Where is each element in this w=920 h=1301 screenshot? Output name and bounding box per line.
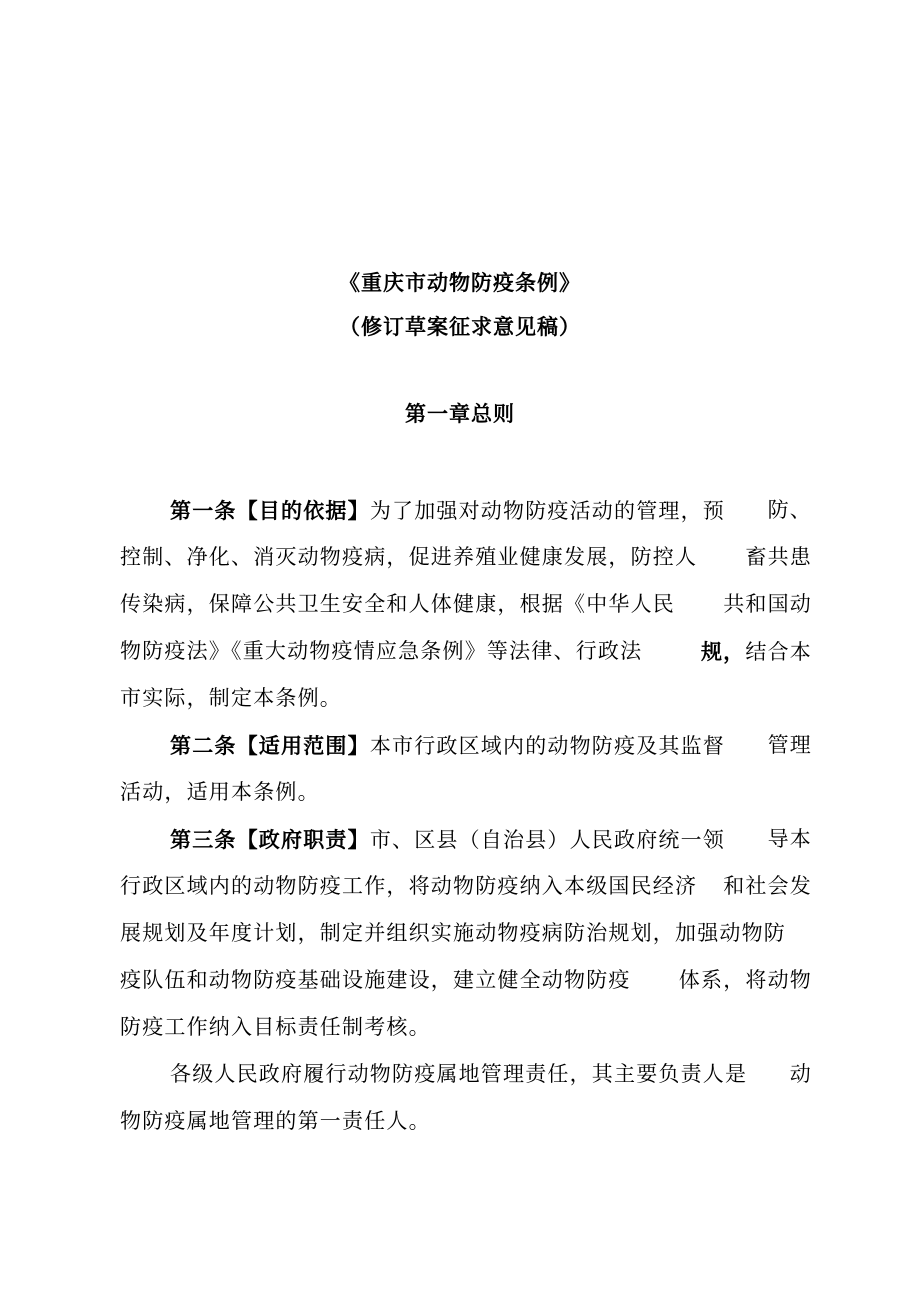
article-3-line-1 (120, 816, 812, 863)
article-1-line-1 (120, 487, 812, 534)
article-3-label: 第三条【政府职责】 (170, 827, 370, 852)
article-2-line-1 (120, 722, 812, 769)
text-segment: 共和国动 (723, 592, 812, 616)
article-2-label: 第二条【适用范围】 (170, 733, 370, 758)
paragraph-line-1 (120, 1051, 812, 1098)
article-1-line-3 (120, 581, 812, 628)
article-3-line-5: 防疫工作纳入目标责任制考核。 (120, 1015, 431, 1039)
text-segment: 本市行政区域内的动物防疫及其监督 (369, 734, 726, 758)
article-3-line-4 (120, 957, 812, 1004)
chapter-heading: 第一章总则 (405, 401, 515, 426)
text-segment: 防、 (767, 498, 812, 522)
text-segment: 疫队伍和动物防疫基础设施建设，建立健全动物防疫 (120, 968, 631, 992)
article-1-label: 第一条【目的依据】 (170, 498, 370, 523)
article-1-line-2 (120, 534, 812, 581)
text-segment: 导本 (767, 827, 812, 851)
bold-segment: 规， (700, 639, 746, 664)
document-title: 《重庆市动物防疫条例》 (339, 270, 581, 295)
text-segment: 各级人民政府履行动物防疫属地管理责任，其主要负责人是 (170, 1062, 748, 1086)
document-subtitle: （修订草案征求意见稿） (339, 314, 581, 339)
text-segment: 动 (789, 1062, 812, 1086)
text-segment: 管理 (767, 733, 812, 757)
text-segment: 体系，将动物 (678, 968, 812, 992)
article-3-line-2 (120, 863, 812, 910)
text-segment: 畜共患 (745, 545, 812, 569)
text-segment: 传染病，保障公共卫生安全和人体健康，根据《中华人民 (120, 592, 675, 616)
text-segment: 物防疫法》《重大动物疫情应急条例》等法律、行政法 (120, 639, 643, 663)
paragraph-line-2: 物防疫属地管理的第一责任人。 (120, 1109, 431, 1133)
article-1-line-4 (120, 628, 812, 675)
article-3-line-3: 展规划及年度计划，制定并组织实施动物疫病防治规划，加强动物防 (120, 921, 786, 945)
text-segment: 为了加强对动物防疫活动的管理，预 (369, 499, 726, 523)
text-segment: 市、区县（自治县）人民政府统一领 (369, 828, 726, 852)
text-segment: 行政区域内的动物防疫工作，将动物防疫纳入本级国民经济 (120, 874, 698, 898)
article-1-line-5: 市实际，制定本条例。 (120, 686, 342, 710)
text-segment: 控制、净化、消灭动物疫病，促进养殖业健康发展，防控人 (120, 545, 698, 569)
article-2-line-2: 活动，适用本条例。 (120, 780, 320, 804)
text-segment: 和社会发 (723, 874, 812, 898)
document-body (120, 487, 812, 1145)
text-segment: 结合本 (745, 640, 812, 664)
